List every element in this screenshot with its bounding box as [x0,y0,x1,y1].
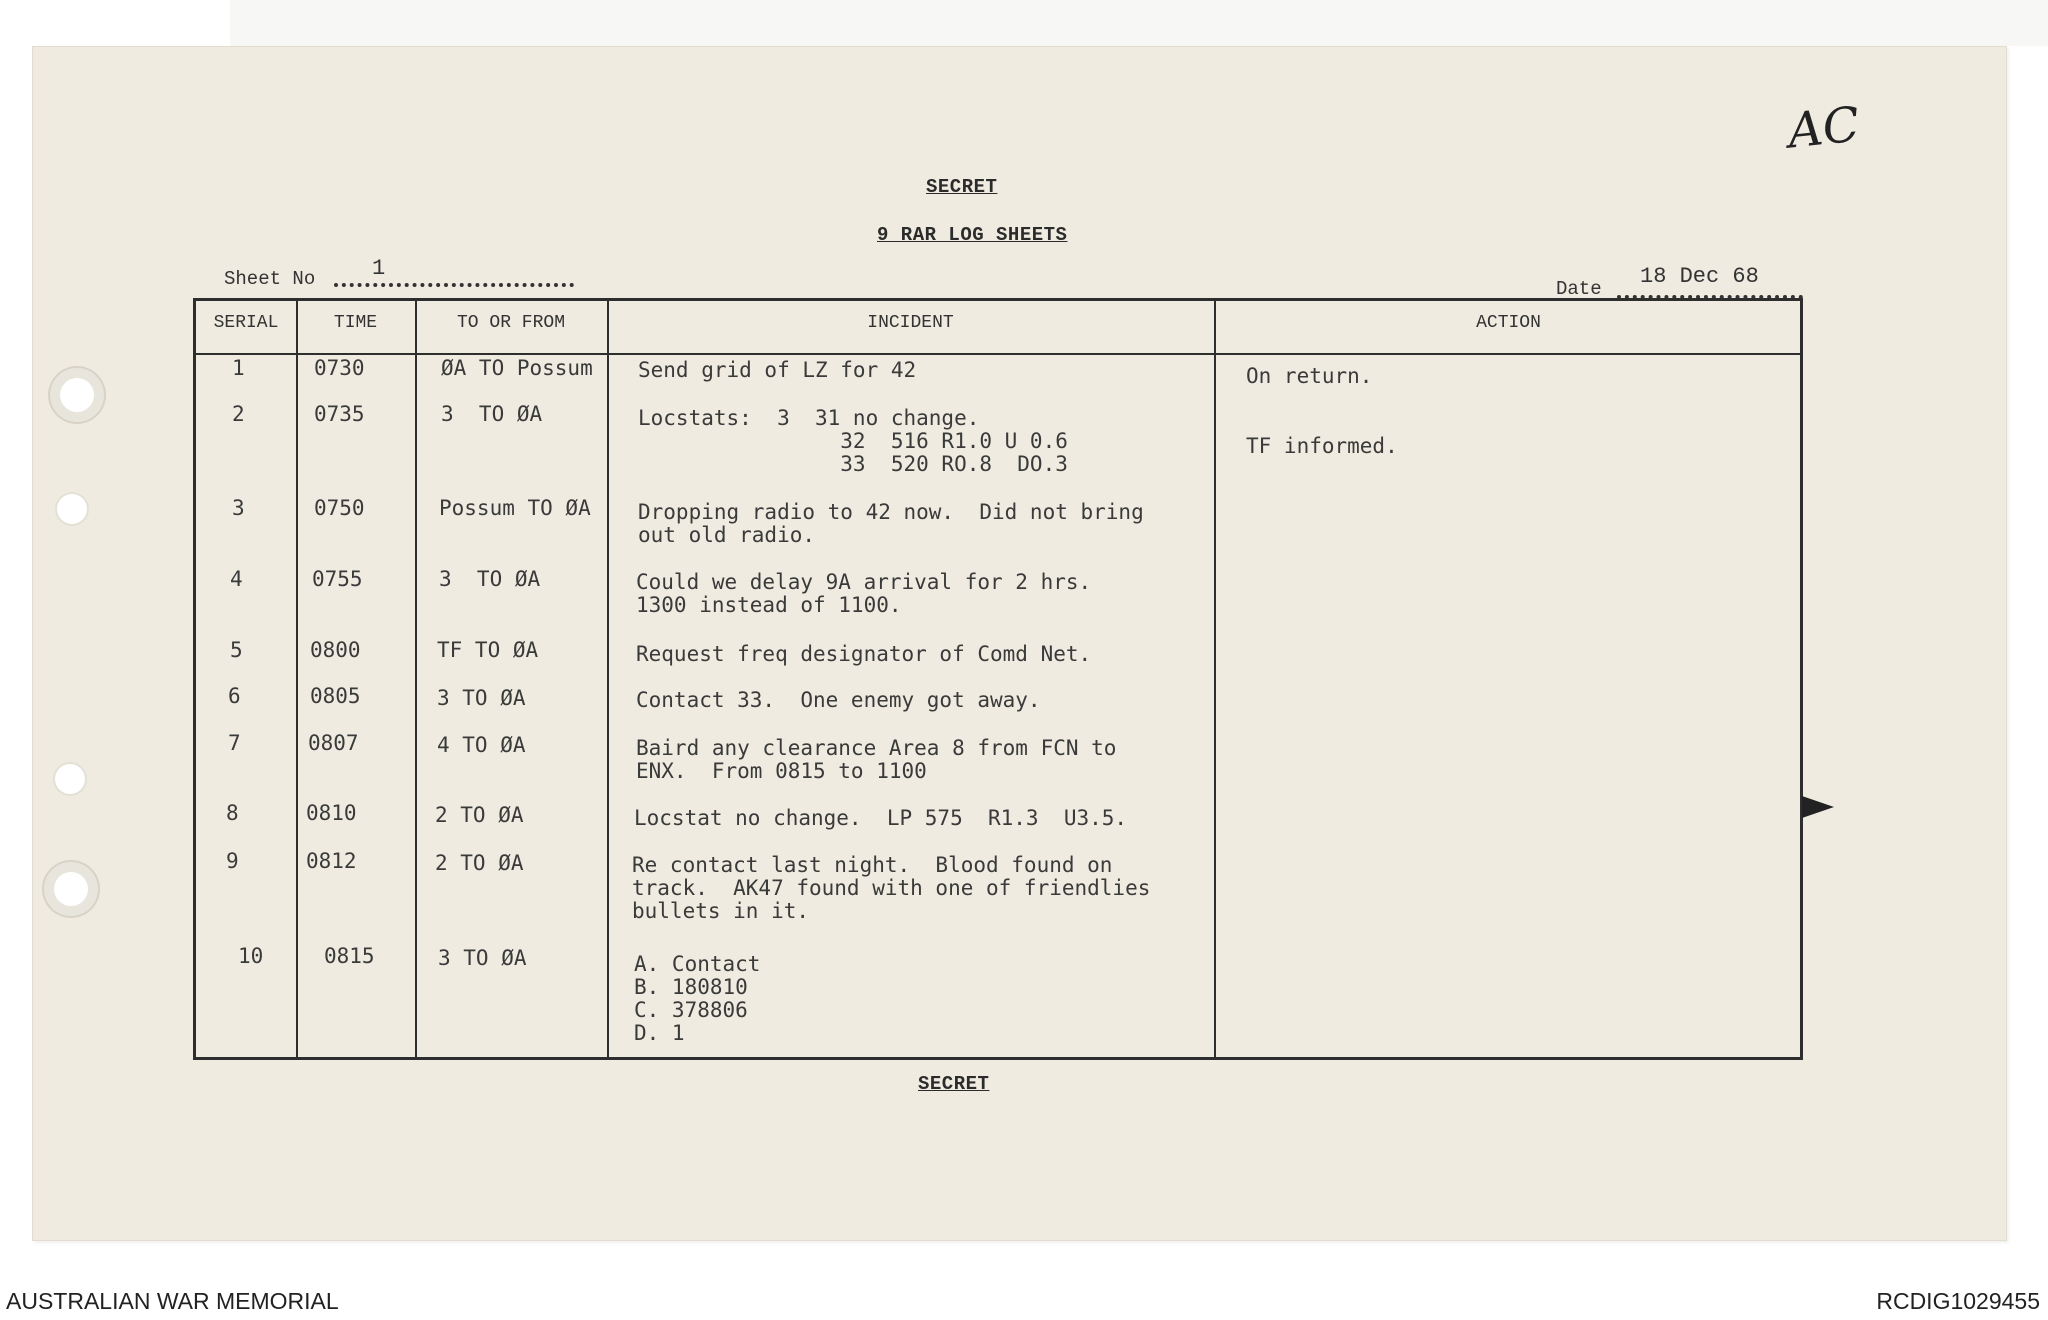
table-row-10-serial: 10 [238,944,264,968]
handwritten-initials: AC [1785,96,1863,160]
table-row-2-serial: 2 [232,402,245,426]
classification-top: SECRET [926,176,998,198]
punch-hole-reinforced-bottom [54,872,88,906]
table-row-10-time: 0815 [324,944,375,968]
table-row-9-incident: Re contact last night. Blood found on track. AK47 found with one of friendlies bullets in it. [632,853,1151,923]
header-to-or-from: TO OR FROM [456,313,566,333]
table-row-7-time: 0807 [308,731,359,755]
footer-archive-name: AUSTRALIAN WAR MEMORIAL [6,1288,339,1314]
table-row-6-incident: Contact 33. One enemy got away. [636,688,1041,712]
table-row-5-to-from: TF TO ØA [437,638,539,662]
table-row-5-serial: 5 [230,638,243,662]
punch-hole [57,494,87,524]
table-row-6-to-from: 3 TO ØA [437,686,526,710]
column-divider [1214,301,1216,1057]
header-time: TIME [333,313,378,333]
table-row-4-incident: Could we delay 9A arrival for 2 hrs. 1300 instead of 1100. [636,570,1092,617]
table-row-4-time: 0755 [312,567,363,591]
table-row-9-to-from: 2 TO ØA [435,851,524,875]
tab-marker [1802,796,1834,818]
table-row-2-incident: Locstats: 3 31 no change. 32 516 R1.0 U 0.6 33 520 RO.8 DO.3 [638,406,1068,476]
column-divider [607,301,609,1057]
document-title: 9 RAR LOG SHEETS [877,224,1068,246]
table-row-6-time: 0805 [310,684,361,708]
table-row-5-incident: Request freq designator of Comd Net. [636,642,1092,666]
header-divider [196,353,1800,355]
table-row-8-to-from: 2 TO ØA [435,803,524,827]
table-row-7-serial: 7 [228,731,241,755]
date-value: 18 Dec 68 [1640,264,1759,289]
table-row-7-to-from: 4 TO ØA [437,733,526,757]
header-incident: INCIDENT [867,313,954,333]
table-row-4-to-from: 3 TO ØA [439,567,541,591]
table-row-3-serial: 3 [232,496,245,520]
date-label: Date [1556,278,1602,300]
table-row-6-serial: 6 [228,684,241,708]
column-divider [415,301,417,1057]
table-row-7-incident: Baird any clearance Area 8 from FCN to ENX. From 0815 to 1100 [636,736,1117,783]
table-row-10-incident: A. Contact B. 180810 C. 378806 D. 1 [634,952,761,1045]
table-row-5-time: 0800 [310,638,361,662]
table-row-3-to-from: Possum TO ØA [439,496,591,520]
table-row-1-incident: Send grid of LZ for 42 [638,358,917,382]
punch-hole-reinforced-top [60,378,94,412]
column-divider [296,301,298,1057]
table-row-2-to-from: 3 TO ØA [441,402,543,426]
table-row-4-serial: 4 [230,567,243,591]
table-row-2-action: TF informed. [1246,434,1398,458]
table-row-1-serial: 1 [232,356,245,380]
table-row-3-time: 0750 [314,496,365,520]
table-row-1-time: 0730 [314,356,365,380]
table-row-8-time: 0810 [306,801,357,825]
classification-bottom: SECRET [918,1073,990,1095]
sheet-number-value: 1 [372,256,386,281]
table-row-10-to-from: 3 TO ØA [438,946,527,970]
footer-record-id: RCDIG1029455 [1876,1288,2040,1314]
header-serial: SERIAL [213,313,279,333]
table-row-2-time: 0735 [314,402,365,426]
table-row-1-action: On return. [1246,364,1373,388]
header-action: ACTION [1476,313,1541,333]
table-row-9-time: 0812 [306,849,357,873]
sheet-number-label: Sheet No [224,268,316,290]
sheet-number-dotted-line [334,283,574,287]
table-row-3-incident: Dropping radio to 42 now. Did not bring out old radio. [638,500,1144,547]
table-row-1-to-from: ØA TO Possum [441,356,593,380]
table-row-9-serial: 9 [226,849,239,873]
log-table [193,298,1803,1060]
punch-hole [55,764,85,794]
table-row-8-incident: Locstat no change. LP 575 R1.3 U3.5. [634,806,1128,830]
table-row-8-serial: 8 [226,801,239,825]
scan-top-strip [230,0,2048,46]
